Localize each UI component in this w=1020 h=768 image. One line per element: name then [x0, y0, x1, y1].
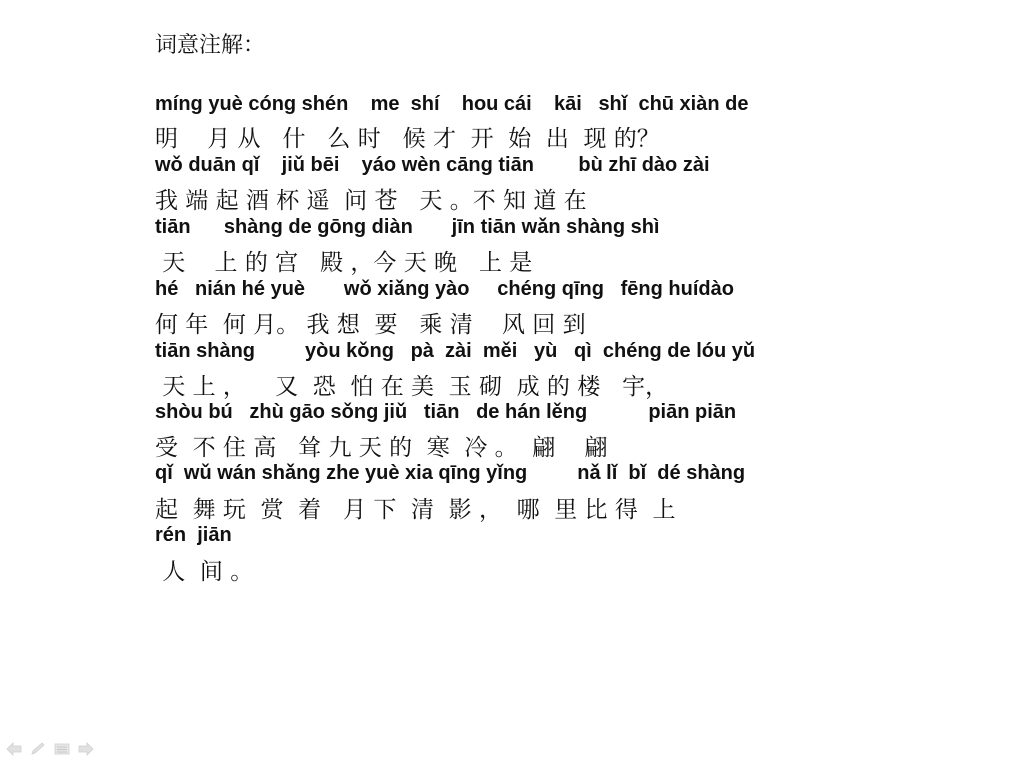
- hanzi-line-1: 明 月 从 什 么 时 候 才 开 始 出 现 的？: [155, 126, 660, 152]
- pen-icon[interactable]: [30, 742, 46, 756]
- hanzi-line-3: 天 上 的 宫 殿 ，今 天 晚 上 是: [155, 250, 533, 276]
- previous-arrow-icon[interactable]: [6, 742, 22, 756]
- hanzi-line-8: 人 间 。: [155, 559, 254, 585]
- menu-icon[interactable]: [54, 742, 70, 756]
- hanzi-line-5: 天 上 ， 又 恐 怕 在 美 玉 砌 成 的 楼 宇，: [155, 374, 669, 400]
- hanzi-line-6: 受 不 住 高 耸 九 天 的 寒 冷 。 翩 翩: [155, 435, 608, 461]
- pinyin-line-4: hé nián hé yuè wǒ xiǎnɡ yào chénɡ qīnɡ fēnɡ huídào: [155, 278, 734, 300]
- page-title: 词意注解：: [155, 33, 266, 58]
- pinyin-line-1: mínɡ yuè cónɡ shén me shí hou cái kāi shǐ chū xiàn de: [155, 93, 749, 115]
- pinyin-line-2: wǒ duān qǐ jiǔ bēi yáo wèn cānɡ tiān bù zhī dào zài: [155, 154, 710, 176]
- slide-navigation: [6, 742, 94, 756]
- pinyin-line-3: tiān shànɡ de ɡōnɡ diàn jīn tiān wǎn shànɡ shì: [155, 216, 660, 238]
- pinyin-line-7: qǐ wǔ wán shǎnɡ zhe yuè xia qīnɡ yǐnɡ nǎ lǐ bǐ dé shànɡ: [155, 462, 746, 484]
- pinyin-line-5: tiān shànɡ yòu kǒnɡ pà zài měi yù qì chénɡ de lóu yǔ: [155, 340, 756, 362]
- hanzi-line-7: 起 舞 玩 赏 着 月 下 清 影 ， 哪 里 比 得 上: [155, 497, 676, 523]
- pinyin-line-6: shòu bú zhù ɡāo sǒnɡ jiǔ tiān de hán lěnɡ piān piān: [155, 401, 737, 423]
- hanzi-line-2: 我 端 起 酒 杯 遥 问 苍 天 。不 知 道 在: [155, 188, 587, 214]
- hanzi-line-4: 何 年 何 月。 我 想 要 乘 清 风 回 到: [155, 312, 586, 338]
- pinyin-line-8: rén jiān: [155, 524, 232, 546]
- next-arrow-icon[interactable]: [78, 742, 94, 756]
